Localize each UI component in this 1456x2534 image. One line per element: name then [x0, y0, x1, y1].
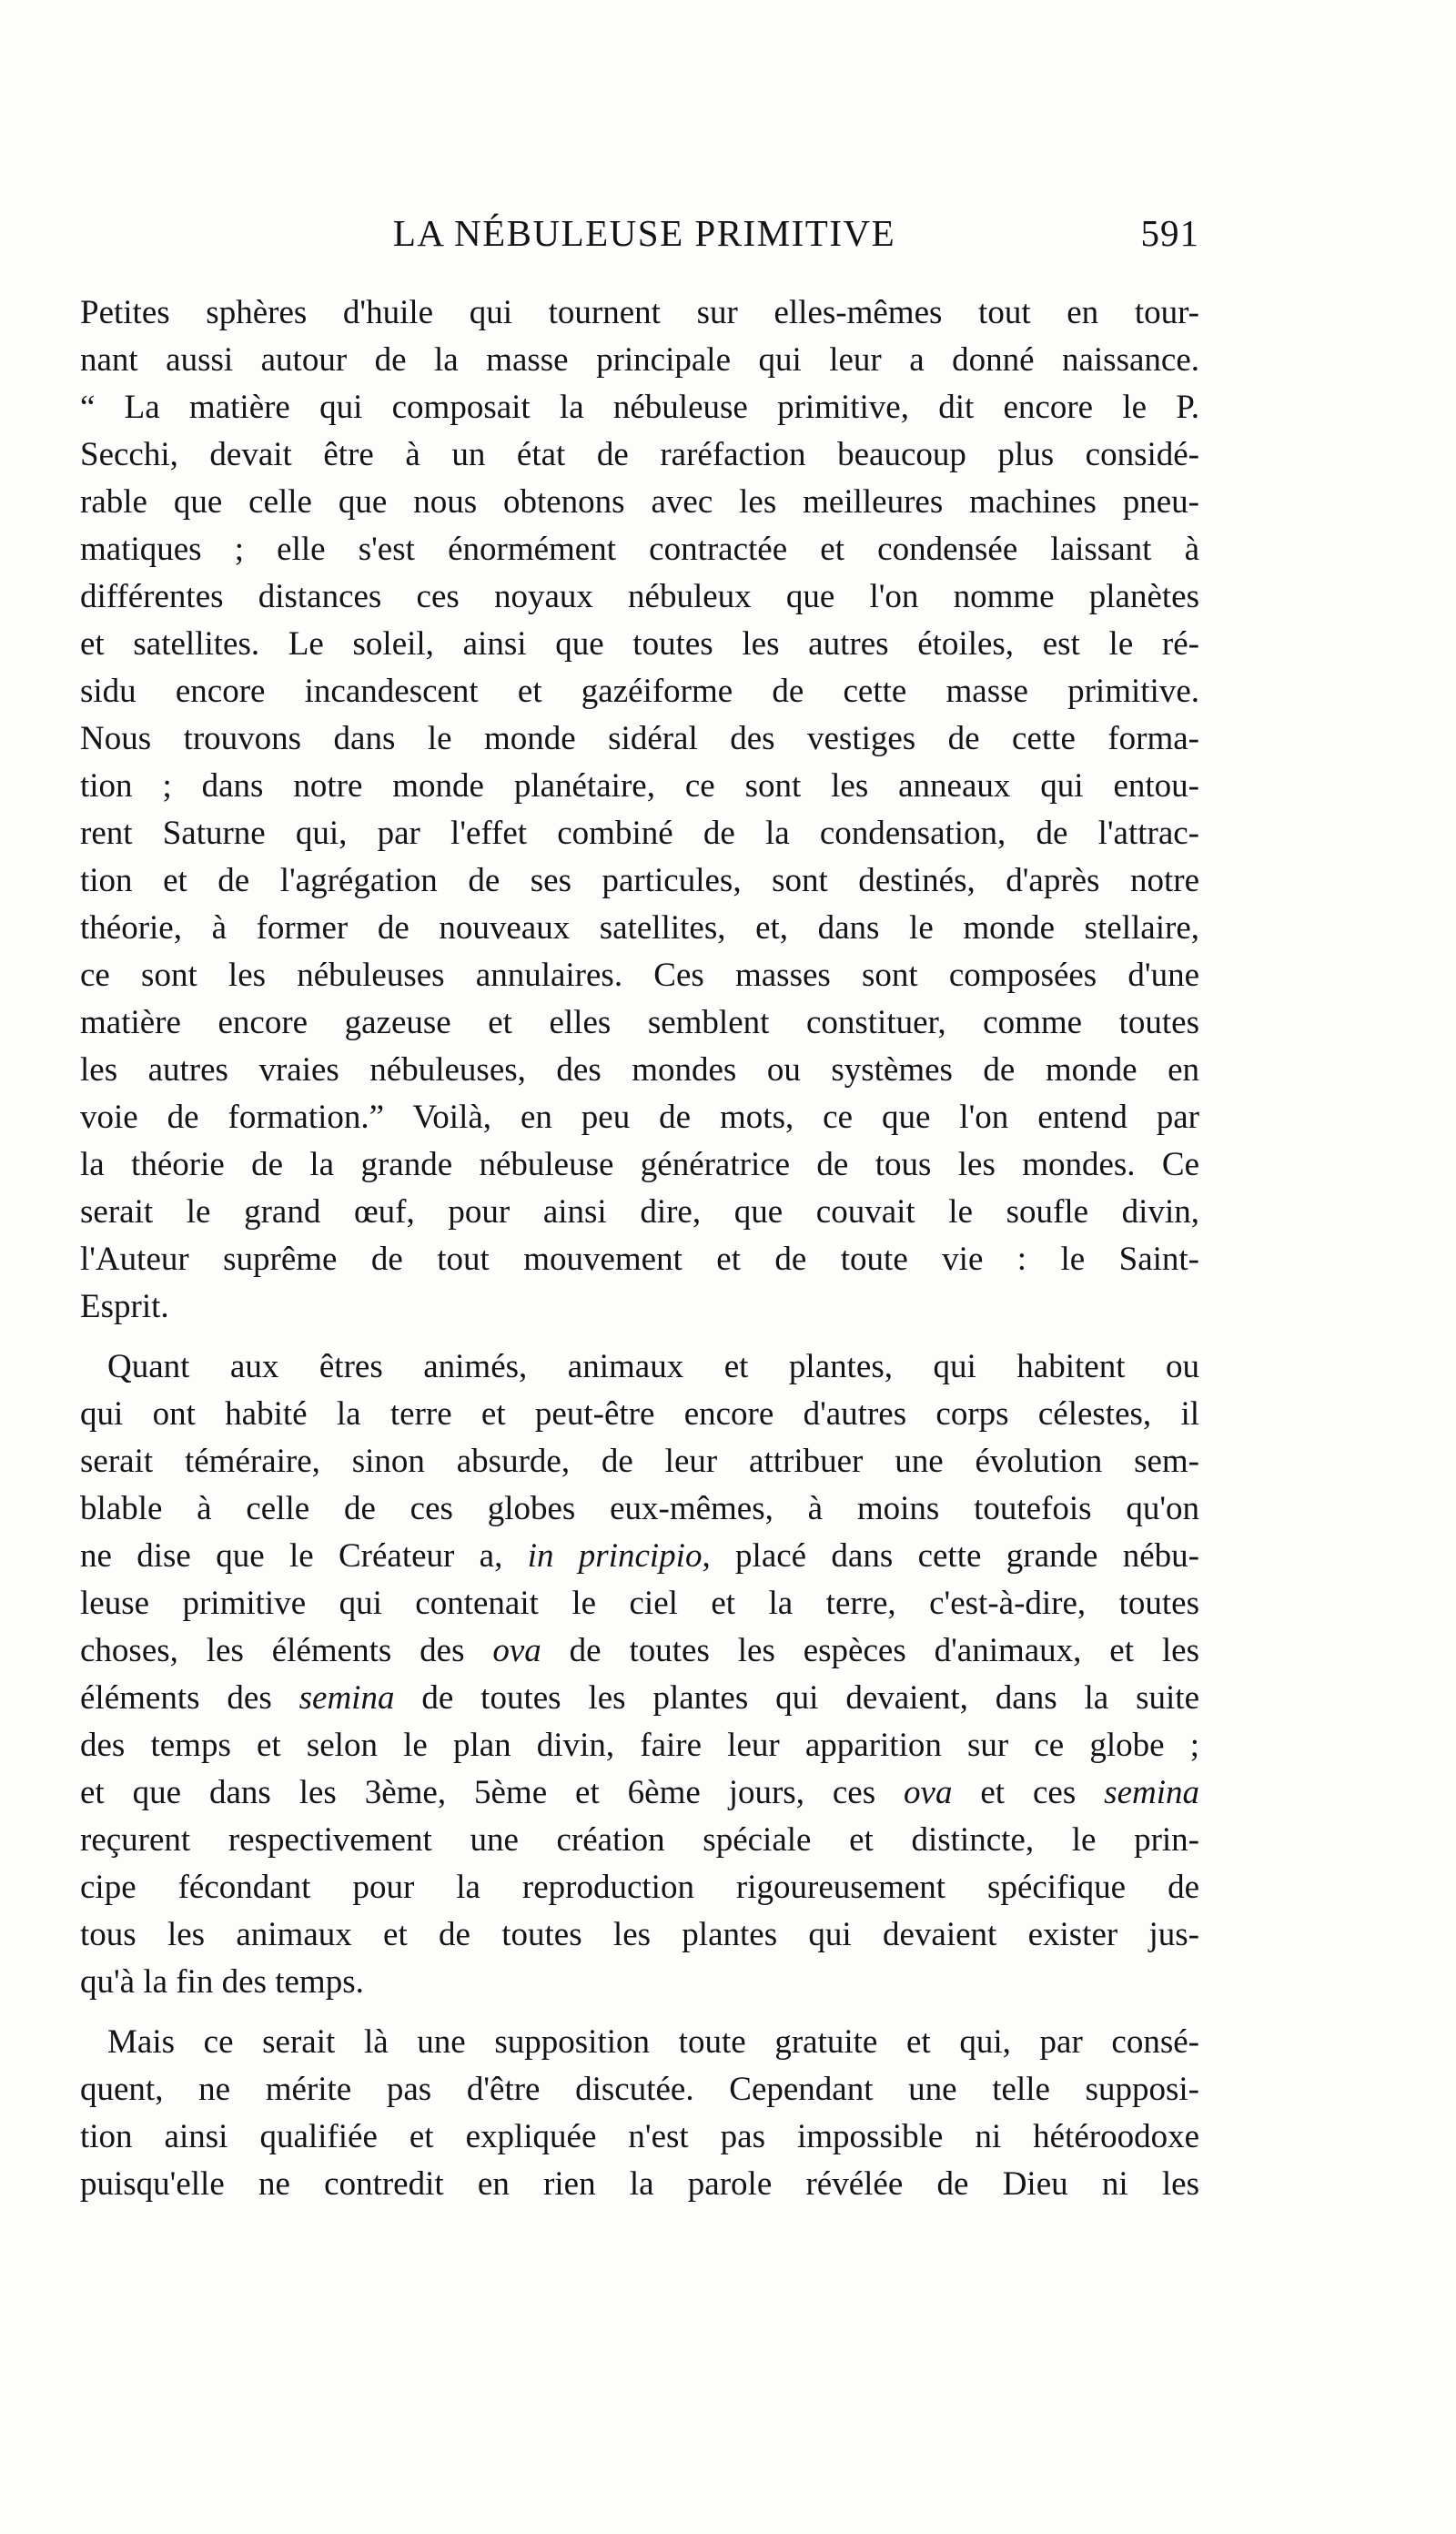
running-title: LA NÉBULEUSE PRIMITIVE — [392, 212, 896, 254]
paragraph — [80, 289, 1199, 1331]
running-header — [80, 211, 1199, 266]
text-line: matiques ; elle s'est énormément contractée et condensée laissant à — [80, 531, 1199, 568]
text-line: tous les animaux et de toutes les plantes qui devaient exister jus- — [80, 1916, 1199, 1953]
text-line: serait téméraire, sinon absurde, de leur attribuer une évolution sem- — [80, 1443, 1199, 1480]
text-line: serait le grand œuf, pour ainsi dire, que couvait le soufle divin, — [80, 1193, 1199, 1231]
text-line: les autres vraies nébuleuses, des mondes ou systèmes de monde en — [80, 1051, 1199, 1089]
text-line: nant aussi autour de la masse principale qui leur a donné naissance. — [80, 341, 1199, 379]
text-line: différentes distances ces noyaux nébuleux que l'on nomme planètes — [80, 578, 1199, 615]
text-line: choses, les éléments des ova de toutes les espèces d'animaux, et les — [80, 1632, 1199, 1669]
text-line: Esprit. — [80, 1288, 169, 1325]
text-line: voie de formation.” Voilà, en peu de mots, ce que l'on entend par — [80, 1099, 1199, 1136]
text-line: Secchi, devait être à un état de raréfaction beaucoup plus considé- — [80, 436, 1199, 473]
text-line: et satellites. Le soleil, ainsi que toutes les autres étoiles, est le ré- — [80, 625, 1199, 663]
text-line: rent Saturne qui, par l'effet combiné de la condensation, de l'attrac- — [80, 815, 1199, 852]
page-number: 591 — [1140, 212, 1199, 254]
text-line: cipe fécondant pour la reproduction rigoureusement spécifique de — [80, 1869, 1199, 1906]
paragraph — [80, 1343, 1199, 2006]
text-line: et que dans les 3ème, 5ème et 6ème jours, ces ova et ces semina — [80, 1774, 1199, 1811]
italic-term: ova — [492, 1632, 541, 1669]
italic-term: semina — [1104, 1774, 1199, 1811]
text-line: reçurent respectivement une création spéciale et distincte, le prin- — [80, 1821, 1199, 1859]
text-line: tion et de l'agrégation de ses particules, sont destinés, d'après notre — [80, 862, 1199, 899]
text-line: tion ; dans notre monde planétaire, ce sont les anneaux qui entou- — [80, 767, 1199, 805]
text-line: sidu encore incandescent et gazéiforme de cette masse primitive. — [80, 673, 1199, 710]
text-line: Nous trouvons dans le monde sidéral des vestiges de cette forma- — [80, 720, 1199, 757]
body-text — [80, 289, 1199, 2221]
text-line: Mais ce serait là une supposition toute gratuite et qui, par consé- — [107, 2023, 1199, 2061]
text-line: des temps et selon le plan divin, faire leur apparition sur ce globe ; — [80, 1727, 1199, 1764]
text-line: tion ainsi qualifiée et expliquée n'est pas impossible ni hétéroodoxe — [80, 2118, 1199, 2155]
text-line: ce sont les nébuleuses annulaires. Ces masses sont composées d'une — [80, 957, 1199, 994]
text-line: blable à celle de ces globes eux-mêmes, à moins toutefois qu'on — [80, 1490, 1199, 1527]
text-line: Petites sphères d'huile qui tournent sur elles-mêmes tout en tour- — [80, 294, 1199, 331]
text-line: théorie, à former de nouveaux satellites, et, dans le monde stellaire, — [80, 909, 1199, 947]
paragraph — [80, 2019, 1199, 2208]
text-line: Quant aux êtres animés, animaux et plantes, qui habitent ou — [107, 1348, 1199, 1385]
italic-term: in principio — [527, 1537, 703, 1575]
text-line: éléments des semina de toutes les plantes qui devaient, dans la suite — [80, 1679, 1200, 1717]
text-line: rable que celle que nous obtenons avec les meilleures machines pneu- — [80, 483, 1199, 521]
italic-term: semina — [298, 1679, 395, 1717]
text-line: leuse primitive qui contenait le ciel et la terre, c'est-à-dire, toutes — [80, 1585, 1199, 1622]
text-line: l'Auteur suprême de tout mouvement et de toute vie : le Saint- — [80, 1241, 1199, 1278]
text-line: puisqu'elle ne contredit en rien la parole révélée de Dieu ni les — [80, 2165, 1199, 2203]
italic-term: ova — [904, 1774, 953, 1811]
text-line: la théorie de la grande nébuleuse génératrice de tous les mondes. Ce — [80, 1146, 1199, 1183]
text-line: “ La matière qui composait la nébuleuse primitive, dit encore le P. — [80, 389, 1199, 426]
text-line: ne dise que le Créateur a, in principio, placé dans cette grande nébu- — [80, 1537, 1199, 1575]
text-line: matière encore gazeuse et elles semblent constituer, comme toutes — [80, 1004, 1199, 1041]
text-line: qui ont habité la terre et peut-être encore d'autres corps célestes, il — [80, 1395, 1199, 1433]
text-line: qu'à la fin des temps. — [80, 1963, 364, 2001]
text-line: quent, ne mérite pas d'être discutée. Cependant une telle supposi- — [80, 2071, 1199, 2108]
